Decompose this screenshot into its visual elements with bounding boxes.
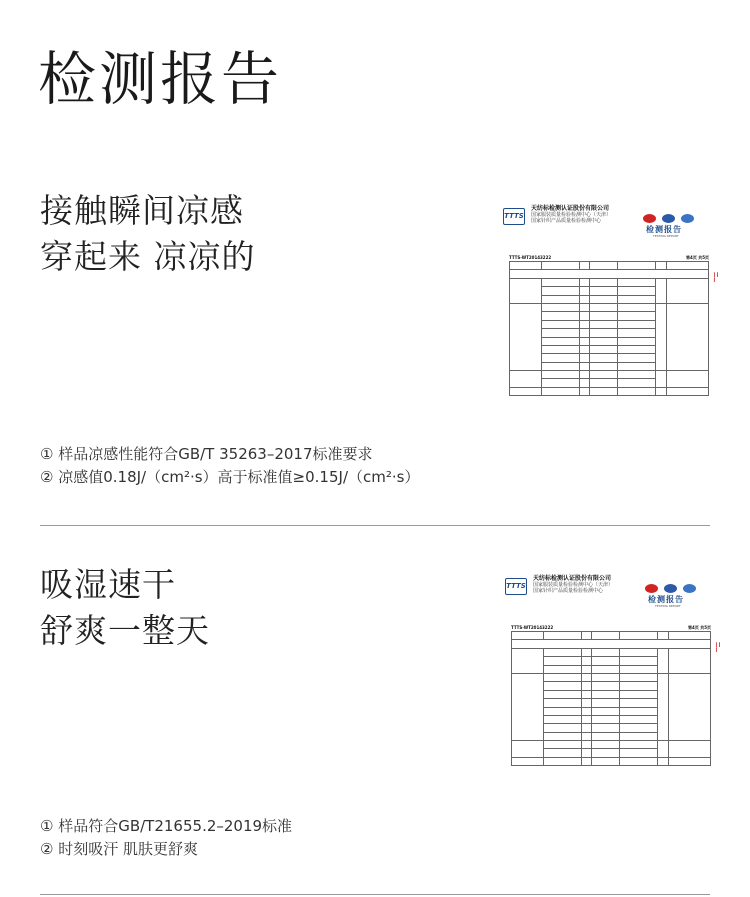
report-heading: 检测报告 [646,225,682,234]
ttts-logo-icon: TTTS [505,578,527,595]
headline-line-1: 吸湿速干 [40,565,176,604]
ilac-badge-icon [664,584,677,593]
note-item: ① 样品凉感性能符合GB/T 35263–2017标准要求 [40,445,373,463]
cma-badge-icon [645,584,658,593]
report-heading-en: TESTING REPORT [655,604,681,608]
report-heading-en: TESTING REPORT [653,234,679,238]
test-report-thumbnail [505,570,723,782]
page-title: 检测报告 [38,45,283,113]
note-item: ② 凉感值0.18J/（cm²·s）高于标准值≥0.15J/（cm²·s） [40,468,420,486]
report-number: TTTS-WT20143222 [509,255,552,260]
headline-line-2: 穿起来 凉凉的 [40,237,256,276]
report-org: 天纺标检测认证股份有限公司 国家服装质量检验检测中心（天津） 国家针织产品质量检验检测中心 [533,575,614,594]
cnas-badge-icon [683,584,696,593]
headline-line-1: 接触瞬间凉感 [40,191,244,230]
section-notes [40,815,292,861]
section-divider [40,894,710,895]
note-item: ① 样品符合GB/T21655.2–2019标准 [40,817,293,835]
report-page-number: 第4页 共5页 [688,625,711,630]
section-headline [40,562,210,654]
headline-line-2: 舒爽一整天 [40,611,210,650]
report-org: 天纺标检测认证股份有限公司 国家服装质量检验检测中心（天津） 国家针织产品质量检验检测中心 [531,205,612,224]
report-number: TTTS-WT20143222 [511,625,554,630]
note-item: ② 时刻吸汗 肌肤更舒爽 [40,840,198,858]
ttts-logo-icon: TTTS [503,208,525,225]
report-table [511,631,711,766]
report-stamp-mark: ▎▎ ▎ [716,642,723,652]
report-page-number: 第4页 共5页 [686,255,709,260]
report-stamp-mark: ▎▎ ▎ [714,272,721,282]
report-heading: 检测报告 [648,595,684,604]
